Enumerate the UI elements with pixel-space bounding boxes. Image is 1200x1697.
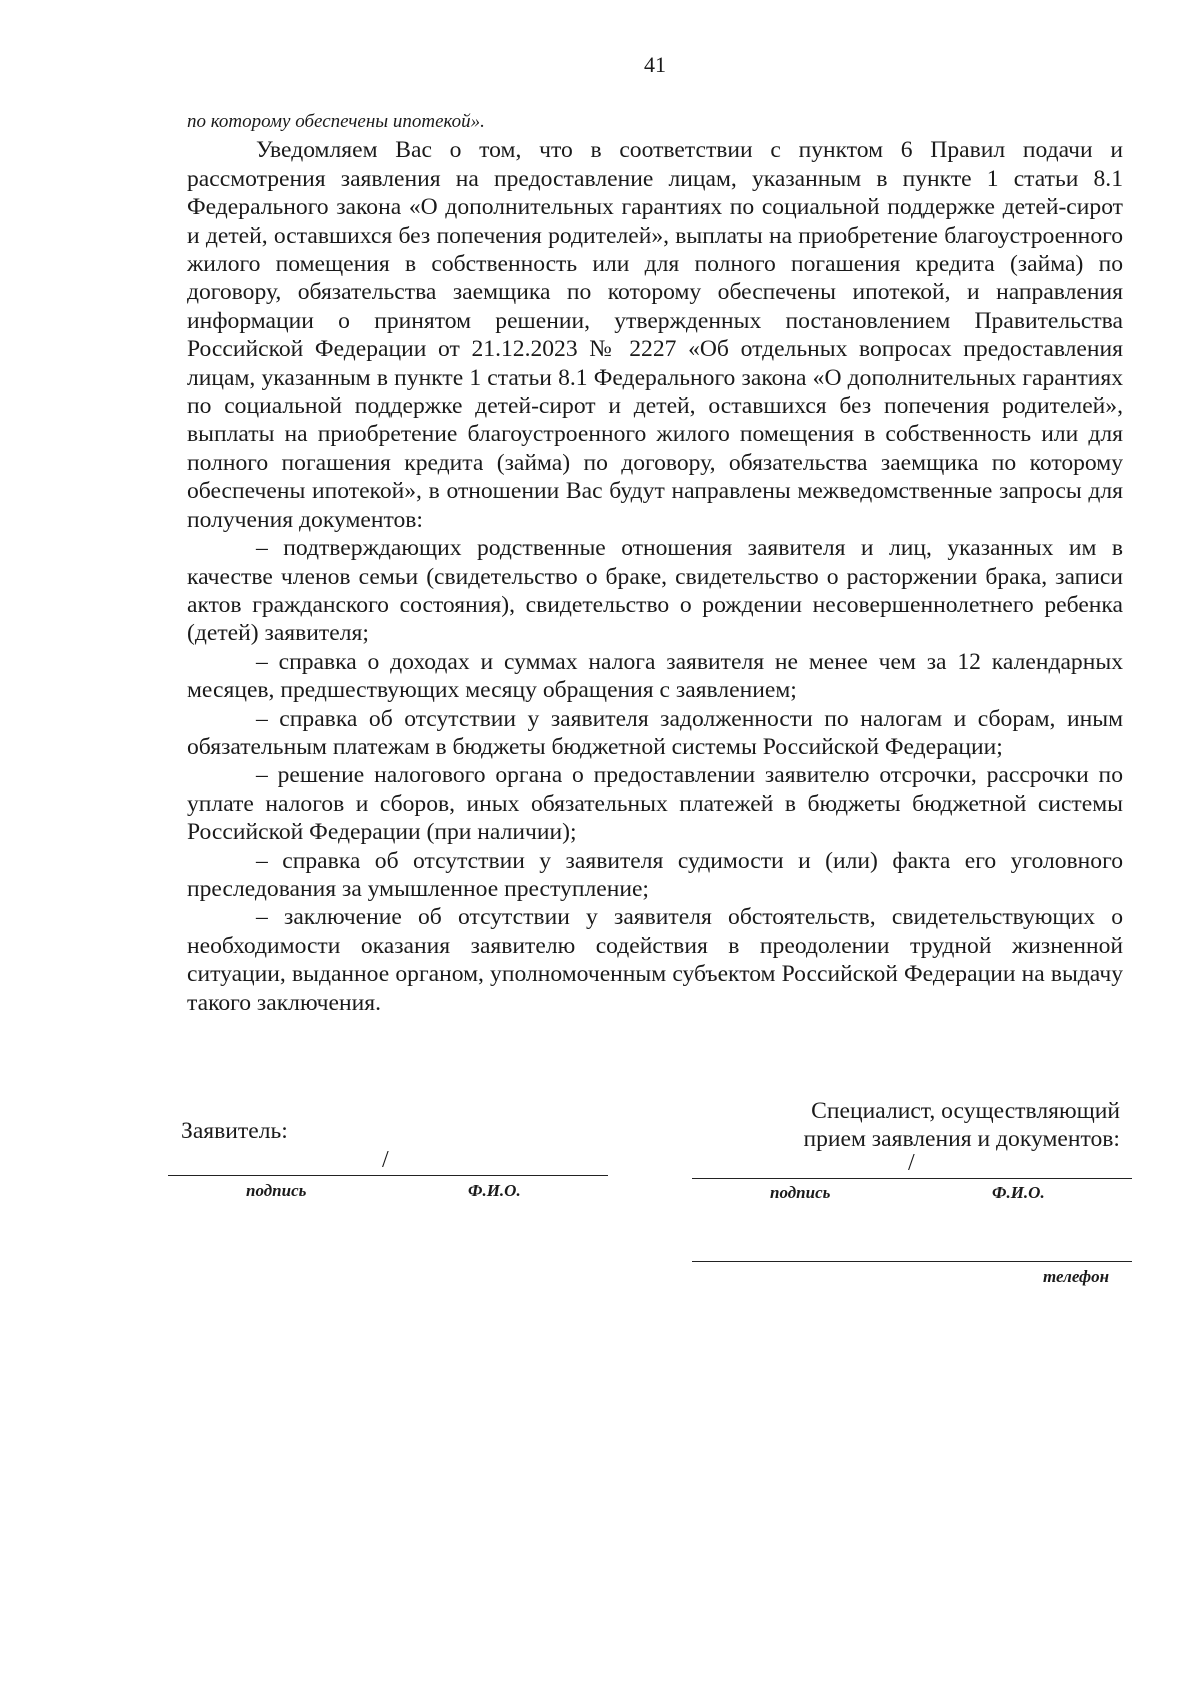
specialist-title-line-2: прием заявления и документов: bbox=[803, 1126, 1120, 1153]
applicant-slash: / bbox=[382, 1147, 389, 1173]
list-item: – решение налогового органа о предоставлении заявителю отсрочки, рассрочки по уплате налогов и сборов, иных обязательных платежей в бюджеты бюджетной системы Российской Федерации (при наличии); bbox=[187, 762, 1123, 846]
main-paragraph: Уведомляем Вас о том, что в соответствии с пунктом 6 Правил подачи и рассмотрения заявления на предоставление лицам, указанным в пункте 1 статьи 8.1 Федерального закона «О дополнительных гарантиях по социальной поддержке детей-сирот и детей, оставшихся без попечения родителей», выплаты на приобретение благоустроенного жилого помещения в собственность или для полного погашения кредита (займа) по договору, обязательства заемщика по которому обеспечены ипотекой, и направления информации о принятом решении, утвержденных постановлением Правительства Российской Федерации от 21.12.2023 № 2227 «Об отдельных вопросах предоставления лицам, указанным в пункте 1 статьи 8.1 Федерального закона «О дополнительных гарантиях по социальной поддержке детей-сирот и детей, оставшихся без попечения родителей», выплаты на приобретение благоустроенного жилого помещения в собственность или для полного погашения кредита (займа) по договору, обязательства заемщика по которому обеспечены ипотекой», в отношении Вас будут направлены межведомственные запросы для получения документов: bbox=[187, 137, 1123, 533]
body-text bbox=[187, 108, 1123, 1017]
specialist-title-line-1: Специалист, осуществляющий bbox=[811, 1098, 1120, 1124]
applicant-signature-caption: подпись bbox=[246, 1181, 307, 1200]
intro-line: по которому обеспечены ипотекой». bbox=[187, 111, 485, 132]
specialist-signature-caption: подпись bbox=[770, 1183, 831, 1202]
list-item: – заключение об отсутствии у заявителя обстоятельств, свидетельствующих о необходимости оказания заявителю содействия в преодолении трудной жизненной ситуации, выданное органом, уполномоченным субъектом Российской Федерации на выдачу такого заключения. bbox=[187, 904, 1123, 1016]
applicant-title: Заявитель: bbox=[181, 1118, 288, 1144]
specialist-signature-line bbox=[692, 1178, 1132, 1179]
specialist-title bbox=[640, 1097, 1120, 1154]
list-item: – подтверждающих родственные отношения заявителя и лиц, указанных им в качестве членов семьи (свидетельство о браке, свидетельство о расторжении брака, записи актов гражданского состояния), свидетельство о рождении несовершеннолетнего ребенка (детей) заявителя; bbox=[187, 535, 1123, 647]
list-item: – справка об отсутствии у заявителя судимости и (или) факта его уголовного преследования за умышленное преступление; bbox=[187, 847, 1123, 902]
phone-line bbox=[692, 1261, 1132, 1262]
specialist-name-caption: Ф.И.О. bbox=[992, 1183, 1045, 1202]
phone-caption: телефон bbox=[1043, 1267, 1110, 1286]
applicant-name-caption: Ф.И.О. bbox=[468, 1181, 521, 1200]
list-item: – справка об отсутствии у заявителя задолженности по налогам и сборам, иным обязательным платежам в бюджеты бюджетной системы Российской Федерации; bbox=[187, 705, 1123, 760]
specialist-slash: / bbox=[908, 1150, 915, 1176]
list-item: – справка о доходах и суммах налога заявителя не менее чем за 12 календарных месяцев, предшествующих месяцу обращения с заявлением; bbox=[187, 648, 1123, 704]
applicant-signature-line bbox=[168, 1175, 608, 1176]
page-number: 41 bbox=[644, 52, 666, 77]
